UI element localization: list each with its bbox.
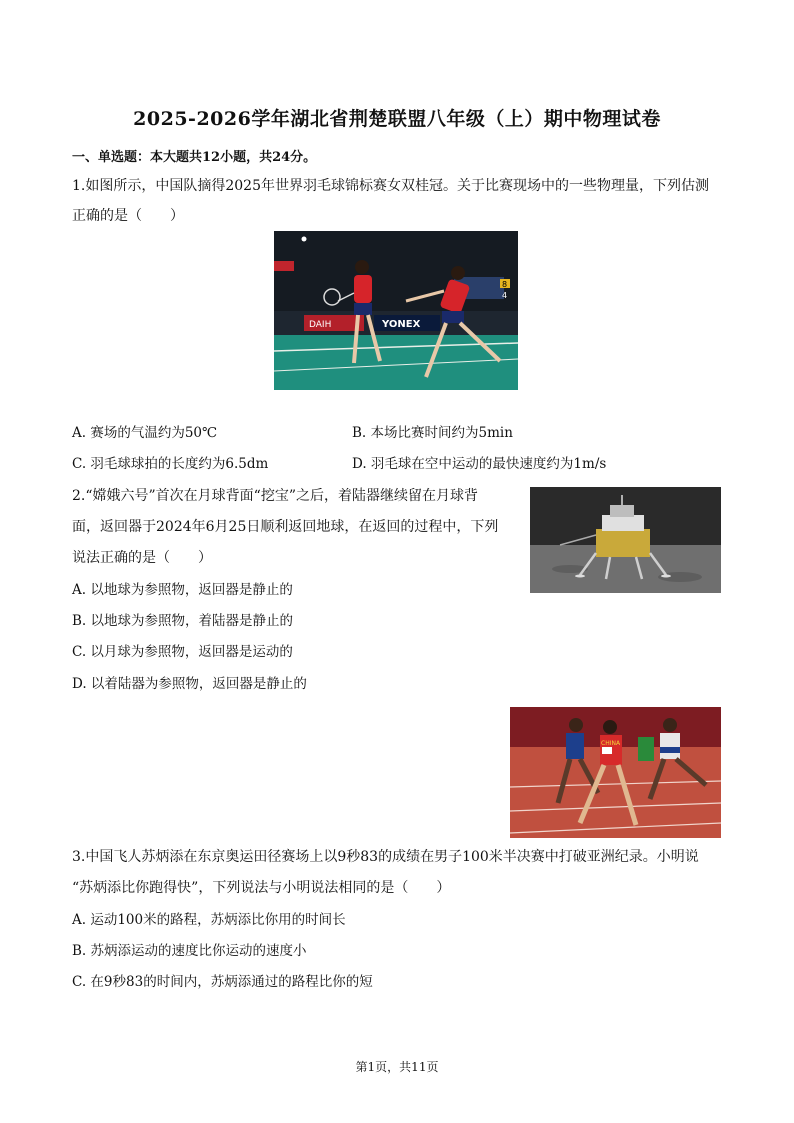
q2-option-a: A. 以地球为参照物，返回器是静止的 — [72, 582, 293, 598]
sponsor-text: DAIH — [309, 320, 332, 330]
q2-option-c: C. 以月球为参照物，返回器是运动的 — [72, 644, 293, 660]
q2-stem-line1: 2.“嫦娥六号”首次在月球背面“挖宝”之后，着陆器继续留在月球背 — [72, 488, 478, 504]
sprinters-drawing — [510, 707, 721, 838]
sprinters-photo — [510, 707, 721, 838]
q2-stem-line2: 面，返回器于2024年6月25日顺利返回地球，在返回的过程中，下列 — [72, 519, 499, 535]
q1-option-b: B. 本场比赛时间约为5min — [352, 425, 513, 441]
badminton-photo — [274, 231, 518, 390]
q2-option-b: B. 以地球为参照物，着陆器是静止的 — [72, 613, 294, 629]
section-heading: 一、单选题：本大题共12小题，共24分。 — [72, 150, 317, 165]
brand-text: YONEX — [382, 319, 421, 330]
q1-option-d: D. 羽毛球在空中运动的最快速度约为1m/s — [352, 456, 607, 472]
q1-option-c: C. 羽毛球球拍的长度约为6.5dm — [72, 456, 269, 472]
q1-stem-line1: 1.如图所示，中国队摘得2025年世界羽毛球锦标赛女双桂冠。关于比赛现场中的一些物理量，下列估测 — [72, 178, 709, 194]
score-a: 8 — [502, 280, 508, 289]
score-b: 4 — [502, 291, 508, 300]
q3-option-b: B. 苏炳添运动的速度比你运动的速度小 — [72, 943, 307, 959]
q3-option-c: C. 在9秒83的时间内，苏炳添通过的路程比你的短 — [72, 974, 373, 990]
q3-stem-line1: 3.中国飞人苏炳添在东京奥运田径赛场上以9秒83的成绩在男子100米半决赛中打破亚洲纪录。小明说 — [72, 849, 699, 865]
jersey-text: CHINA — [601, 740, 621, 747]
badminton-photo-drawing — [274, 231, 518, 390]
page-title: 2025-2026学年湖北省荆楚联盟八年级（上）期中物理试卷 — [133, 108, 661, 130]
q2-stem-line3: 说法正确的是（ ） — [72, 550, 212, 566]
lunar-lander-photo — [530, 487, 721, 593]
q2-option-d: D. 以着陆器为参照物，返回器是静止的 — [72, 676, 307, 692]
q3-stem-line2: “苏炳添比你跑得快”，下列说法与小明说法相同的是（ ） — [72, 880, 451, 896]
q1-stem-line2: 正确的是（ ） — [72, 208, 184, 224]
lunar-lander-drawing — [530, 487, 721, 593]
page-footer: 第1页，共11页 — [355, 1060, 439, 1074]
q3-option-a: A. 运动100米的路程，苏炳添比你用的时间长 — [72, 912, 346, 928]
q1-option-a: A. 赛场的气温约为50℃ — [72, 425, 218, 441]
